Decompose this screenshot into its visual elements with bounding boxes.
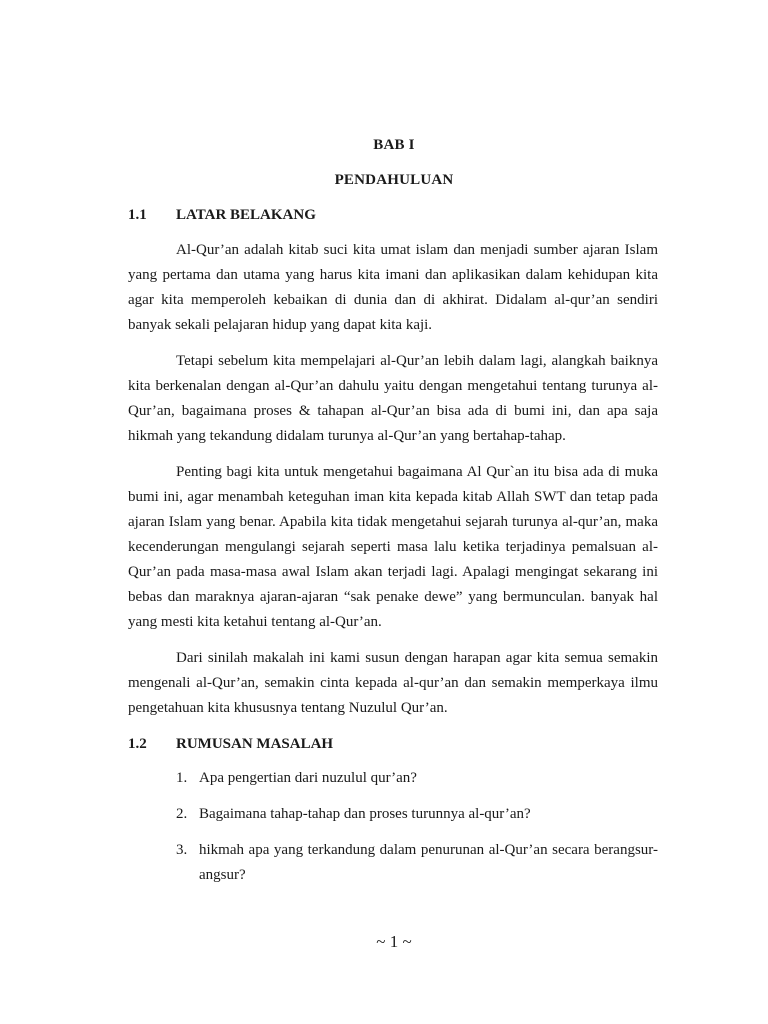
- section-number: 1.1: [128, 207, 147, 223]
- section-title: LATAR BELAKANG: [176, 207, 316, 223]
- list-item-text: Bagaimana tahap-tahap dan proses turunnya al-qur’an?: [199, 806, 531, 822]
- chapter-label: BAB I: [373, 137, 415, 153]
- paragraph: Penting bagi kita untuk mengetahui bagaimana Al Qur`an itu bisa ada di muka bumi ini, agar menambah keteguhan iman kita kepada kitab Allah SWT dan tetap pada ajaran Islam yang benar. Apabila kita tidak mengetahui sejarah turunya al-qur’an, maka kecenderungan mengulangi sejarah seperti masa lalu ketika terjadinya pemalsuan al-Qur’an pada masa-masa awal Islam akan terjadi lagi. Apalagi mengingat sekarang ini bebas dan maraknya ajaran-ajaran “sak penake dewe” yang bermunculan. banyak hal yang mesti kita ketahui tentang al-Qur’an.: [128, 464, 658, 630]
- list-item: [176, 802, 658, 827]
- paragraph: Dari sinilah makalah ini kami susun dengan harapan agar kita semua semakin mengenali al-Qur’an, semakin cinta kepada al-qur’an dan semakin memperkaya ilmu pengetahuan kita khususnya tentang Nuzulul Qur’an.: [128, 650, 658, 716]
- chapter-title: PENDAHULUAN: [334, 172, 454, 188]
- paragraph: Tetapi sebelum kita mempelajari al-Qur’an lebih dalam lagi, alangkah baiknya kita berkenalan dengan al-Qur’an dahulu yaitu dengan mengetahui tentang turunya al-Qur’an, bagaimana proses & tahapan al-Qur’an bisa ada di bumi ini, dan apa saja hikmah yang tekandung didalam turunya al-Qur’an yang bertahap-tahap.: [128, 353, 658, 444]
- paragraph: Al-Qur’an adalah kitab suci kita umat islam dan menjadi sumber ajaran Islam yang pertama dan utama yang harus kita imani dan aplikasikan dalam kehidupan kita agar kita memperoleh kebaikan di dunia dan di akhirat. Didalam al-qur’an sendiri banyak sekali pelajaran hidup yang dapat kita kaji.: [128, 242, 658, 333]
- list-item-number: 2.: [176, 806, 188, 822]
- section-number: 1.2: [128, 736, 147, 752]
- section-title: RUMUSAN MASALAH: [176, 736, 334, 752]
- page-number: ~ 1 ~: [376, 932, 412, 951]
- list-item-text: Apa pengertian dari nuzulul qur’an?: [199, 770, 417, 786]
- list-item: [176, 766, 658, 791]
- list-item-number: 1.: [176, 770, 188, 786]
- section-heading-latar-belakang: [128, 207, 316, 224]
- list-item-number: 3.: [176, 842, 188, 858]
- list-item: [176, 838, 658, 888]
- problem-list: [176, 766, 658, 888]
- list-item-text: hikmah apa yang terkandung dalam penurunan al-Qur’an secara berangsur-angsur?: [199, 842, 658, 883]
- section-heading-rumusan-masalah: [128, 736, 333, 753]
